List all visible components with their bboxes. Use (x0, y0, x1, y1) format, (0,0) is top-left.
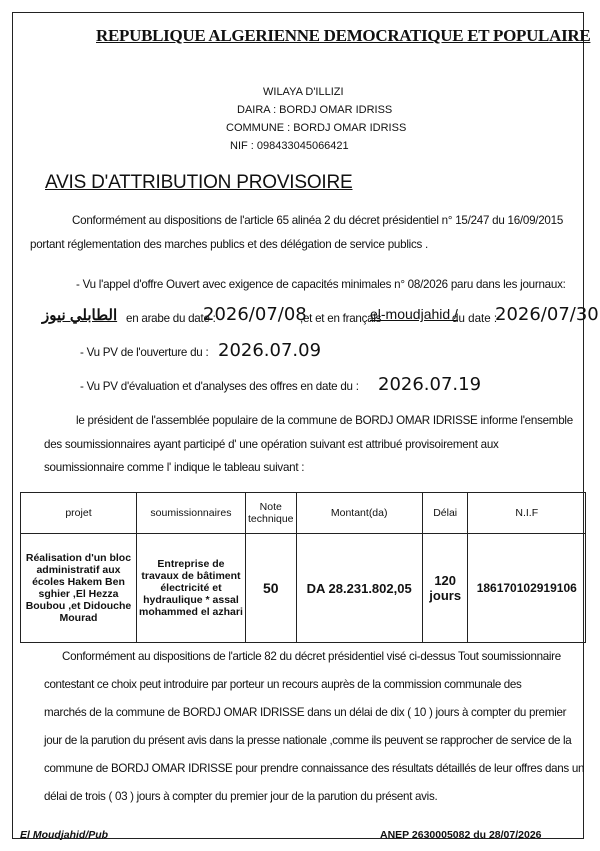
cell-projet: Réalisation d'un bloc administratif aux écoles Hakem Ben sghier ,El Hezza Boubou ,et Didouche Mourad (21, 534, 137, 643)
republic-heading: REPUBLIQUE ALGERIENNE DEMOCRATIQUE ET POPULAIRE (96, 26, 591, 45)
arabic-publication-date: 2026/07/08 (203, 304, 307, 325)
header-note-technique: Note technique (245, 493, 296, 534)
closing-line-2: contestant ce choix peut introduire par porteur un recours auprès de la commission communale des (44, 678, 522, 691)
intro-line-1: Conformément au dispositions de l'article 65 alinéa 2 du décret présidentiel n° 15/247 du 16/09/2015 (72, 214, 564, 227)
cell-note: 50 (245, 534, 296, 643)
cell-soumissionnaire: Entreprise de travaux de bâtiment électricité et hydraulique * assal mohammed el azhari (136, 534, 245, 643)
closing-line-3: marchés de la commune de BORDJ OMAR IDRISSE dans un délai de dix ( 10 ) jours à compter du premier (44, 706, 567, 719)
intro-line-2: portant réglementation des marches publics et des délégation de service publics . (30, 238, 429, 251)
closing-line-5: commune de BORDJ OMAR IDRISSE pour prendre connaissance des résultats détaillés de leur offres dans un (44, 762, 585, 775)
vu-appel-offre-line: - Vu l'appel d'offre Ouvert avec exigence de capacités minimales n° 08/2026 paru dans les journaux: (76, 278, 566, 291)
arabic-date-prefix: en arabe du date : (126, 312, 216, 325)
daira-line: DAIRA : BORDJ OMAR IDRISS (237, 104, 393, 116)
header-delai: Délai (422, 493, 468, 534)
footer-reference: ANEP 2630005082 du 28/07/2026 (380, 829, 542, 841)
closing-line-6: délai de trois ( 03 ) jours à compter du premier jour de la parution du présent avis. (44, 790, 438, 803)
cell-delai: 120 jours (422, 534, 468, 643)
closing-line-1: Conformément au dispositions de l'article 82 du décret présidentiel visé ci-dessus Tout soumissionnaire (62, 650, 561, 663)
french-date-prefix: du date : (452, 312, 498, 325)
body-line-2: des soumissionnaires ayant participé d' une opération suivant est attribué provisoirement aux (44, 438, 499, 451)
header-nif: N.I.F (468, 493, 586, 534)
pv-ouverture-date: 2026.07.09 (218, 340, 322, 361)
commune-line: COMMUNE : BORDJ OMAR IDRISS (226, 122, 407, 134)
table-row (21, 534, 586, 643)
header-projet: projet (21, 493, 137, 534)
page-title: AVIS D'ATTRIBUTION PROVISOIRE (45, 172, 353, 193)
vu-pv-evaluation-label: - Vu PV d'évaluation et d'analyses des offres en date du : (80, 380, 359, 393)
attribution-table (20, 492, 586, 643)
header-soumissionnaires: soumissionnaires (136, 493, 245, 534)
vu-pv-ouverture-label: - Vu PV de l'ouverture du : (80, 346, 209, 359)
cell-nif: 186170102919106 (468, 534, 586, 643)
arabic-newspaper: الطابلي نيوز (42, 307, 118, 324)
header-montant: Montant(da) (296, 493, 422, 534)
body-line-1: le président de l'assemblée populaire de la commune de BORDJ OMAR IDRISSE informe l'ensemble (76, 414, 573, 427)
cell-montant: DA 28.231.802,05 (296, 534, 422, 643)
closing-line-4: jour de la parution du présent avis dans la presse nationale ,comme ils peuvent se rapprocher de service de la (44, 734, 572, 747)
french-prefix: ,et et en français (300, 312, 382, 325)
french-newspaper: el-moudjahid / (370, 306, 458, 322)
footer-publisher: El Moudjahid/Pub (20, 829, 109, 841)
wilaya-line: WILAYA D'ILLIZI (263, 86, 344, 98)
body-line-3: soumissionnaire comme l' indique le tableau suivant : (44, 461, 305, 474)
table-header-row (21, 493, 586, 534)
pv-evaluation-date: 2026.07.19 (378, 374, 482, 395)
nif-line: NIF : 098433045066421 (230, 140, 349, 152)
french-publication-date: 2026/07/30 (495, 304, 599, 325)
